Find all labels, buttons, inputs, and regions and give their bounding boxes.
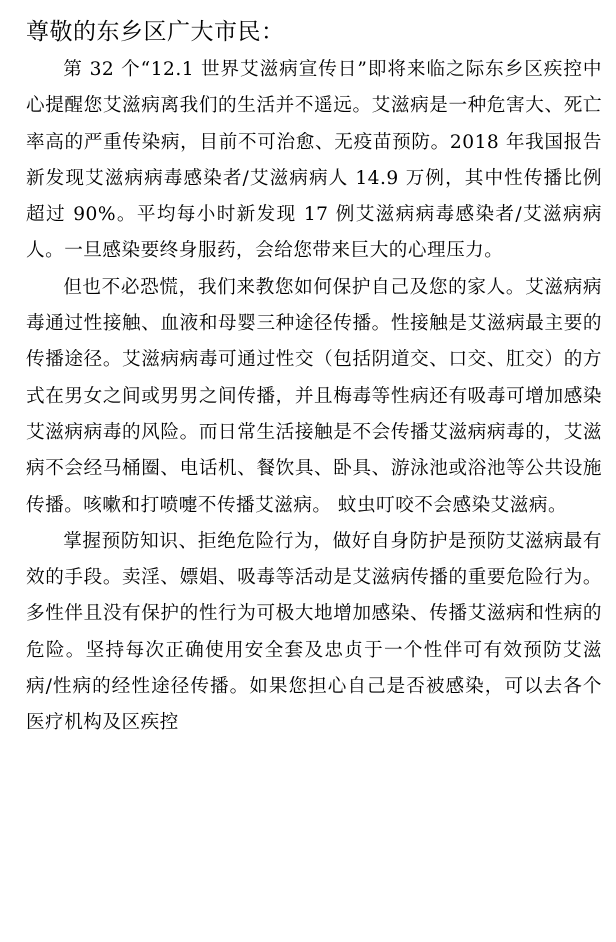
paragraph-transmission-routes: 但也不必恐慌，我们来教您如何保护自己及您的家人。艾滋病病毒通过性接触、血液和母婴三种途径传播。性接触是艾滋病最主要的传播途径。艾滋病病毒可通过性交（包括阴道交、口交、肛交）的方式在男女之间或男男之间传播，并且梅毒等性病还有吸毒可增加感染艾滋病病毒的风险。而日常生活接触是不会传播艾滋病病毒的，艾滋病不会经马桶圈、电话机、餐饮具、卧具、游泳池或浴池等公共设施传播。咳嗽和打喷嚏不传播艾滋病。 蚊虫叮咬不会感染艾滋病。 <box>26 276 602 516</box>
paragraph-world-aids-day: 第 32 个“12.1 世界艾滋病宣传日”即将来临之际东乡区疾控中心提醒您艾滋病离我们的生活并不遥远。艾滋病是一种危害大、死亡率高的严重传染病，目前不可治愈、无疫苗预防。2018 年我国报告新发现艾滋病病毒感染者/艾滋病病人 14.9 万例，其中性传播比例超过 90%。平均每小时新发现 17 例艾滋病病毒感染者/艾滋病病人。一旦感染要终身服药，会给您带来巨大的心理压力。 <box>26 59 602 262</box>
salutation-heading: 尊敬的东乡区广大市民： <box>26 19 285 45</box>
paragraph-prevention: 掌握预防知识、拒绝危险行为，做好自身防护是预防艾滋病最有效的手段。卖淫、嫖娼、吸毒等活动是艾滋病传播的重要危险行为。多性伴且没有保护的性行为可极大地增加感染、传播艾滋病和性病的危险。坚持每次正确使用安全套及忠贞于一个性伴可有效预防艾滋病/性病的经性途径传播。如果您担心自己是否被感染，可以去各个医疗机构及区疾控 <box>26 530 602 734</box>
